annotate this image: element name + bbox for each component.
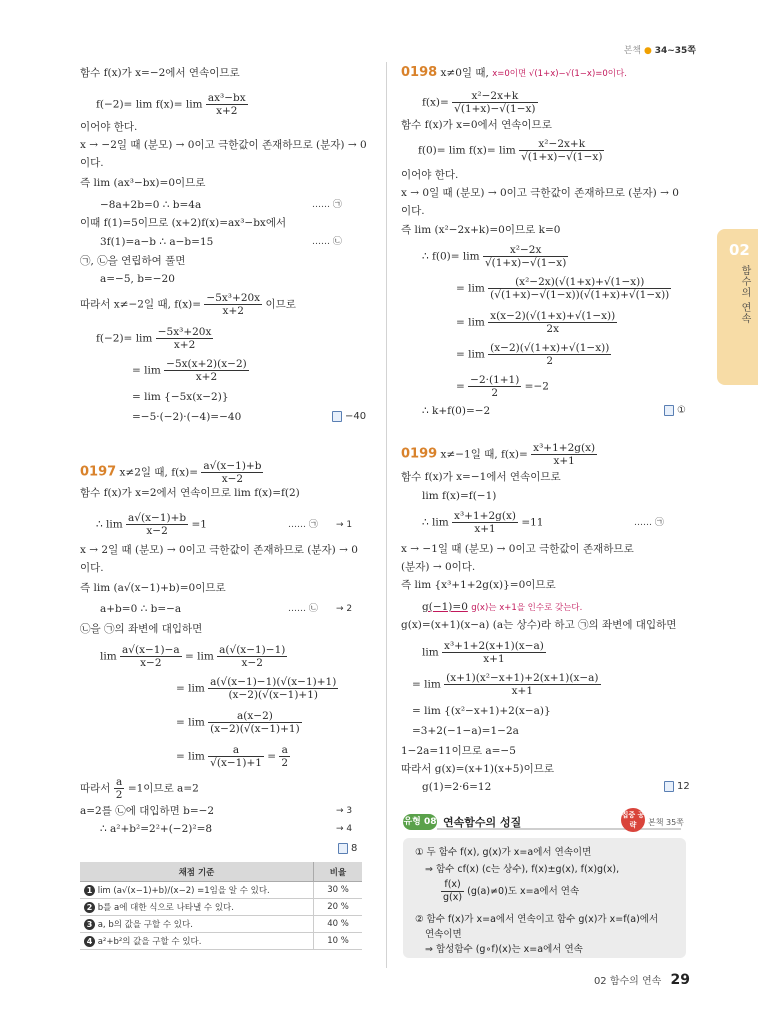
text-line: x → −1일 때 (분모) → 0이고 극한값이 존재하므로 [401, 543, 634, 555]
denominator: x+2 [195, 371, 218, 383]
numerator: a [114, 776, 125, 789]
text-line: 즉 lim (a√(x−1)+b)=0이므로 [80, 582, 226, 594]
concept-line [441, 879, 579, 904]
fraction [488, 310, 617, 335]
text-line: 함수 f(x)가 x=2에서 연속이므로 lim f(x)=f(2) [80, 487, 300, 499]
text-line: a=2를 ㉡에 대입하면 b=−2 [80, 805, 215, 817]
step-marker: → 2 [336, 604, 353, 614]
answer-value: ① [677, 405, 686, 416]
equation-line: ∴ a²+b²=2²+(−2)²=8 [100, 823, 213, 835]
denominator: x+2 [173, 339, 196, 351]
equation-line: −8a+2b=0 ∴ b=4a [100, 199, 202, 211]
fraction [156, 326, 214, 351]
problem-0198-header [401, 66, 627, 81]
equation-line [456, 342, 611, 367]
answer-icon [664, 405, 674, 416]
equation-part: = lim [132, 364, 161, 377]
problem-number: 0197 [80, 464, 117, 480]
equation-part: f(−2)= lim [96, 332, 153, 345]
answer-icon [338, 843, 348, 854]
concept-box [403, 808, 686, 958]
ratio-cell: 30 % [314, 882, 363, 899]
fraction [442, 640, 546, 665]
step-number-icon: 1 [84, 885, 95, 896]
answer [664, 780, 690, 794]
problem-number: 0198 [401, 65, 438, 80]
page-range: 34~35쪽 [654, 46, 696, 56]
fraction [204, 292, 262, 317]
equation-part: ∴ f(0)= lim [422, 250, 480, 263]
step-marker: → 3 [336, 806, 353, 816]
denominator: 2x [546, 323, 559, 335]
criteria-cell [80, 899, 314, 916]
equation-part: ∴ lim [96, 518, 123, 531]
page-footer [594, 972, 690, 988]
grading-table [80, 862, 362, 950]
denominator: x−2 [241, 657, 263, 669]
denominator: x−2 [221, 473, 244, 485]
book-label: 본책 [623, 46, 642, 56]
equation-line [456, 310, 617, 335]
equation-part: = lim [412, 678, 441, 691]
equation-part: =11 [521, 516, 544, 529]
equation-line [422, 510, 544, 535]
grading-header-row [80, 862, 362, 882]
fraction [208, 744, 264, 769]
equation-part: x≠−1일 때, f(x)= [440, 448, 528, 461]
equation-line [80, 776, 199, 801]
numerator: (x²−2x)(√(1+x)+√(1−x)) [488, 276, 671, 289]
answer [332, 410, 366, 424]
numerator: x³+1+2(x+1)(x−a) [444, 640, 544, 652]
equation-part: ∴ lim [422, 516, 449, 529]
numerator: a√(x−1)+b [128, 512, 187, 524]
bullet-icon: ● [643, 46, 652, 56]
equation-part: f(0)= lim f(x)= lim [418, 144, 516, 157]
text-line: g(x)=(x+1)(x−a) (a는 상수)라 하고 ㉠의 좌변에 대입하면 [401, 619, 677, 631]
page-number: 29 [670, 972, 690, 988]
answer [664, 404, 686, 418]
fraction [201, 460, 263, 485]
answer-icon [332, 411, 342, 422]
numerator: −5x(x+2)(x−2) [166, 358, 247, 370]
criteria-text: lim (a√(x−1)+b)/(x−2) =1임을 알 수 있다. [97, 886, 270, 896]
chapter-side-tab [717, 229, 758, 385]
equation-line [176, 710, 302, 735]
equation-line [96, 326, 213, 351]
equation-part: =1 [191, 518, 207, 531]
step-number-icon: 4 [84, 936, 95, 947]
text-line: 함수 f(x)가 x=−2에서 연속이므로 [80, 67, 240, 79]
criteria-cell [80, 916, 314, 933]
denominator: √(x−1)+1 [210, 757, 262, 769]
text-line: x → 2일 때 (분모) → 0이고 극한값이 존재하므로 (분자) → 0 [80, 544, 358, 556]
equation-line [176, 676, 338, 701]
ratio-header: 비율 [314, 862, 363, 882]
equation-part: 따라서 [80, 782, 111, 795]
denominator: x+1 [511, 685, 534, 697]
denominator: √(1+x)−√(1−x) [484, 257, 567, 269]
denominator: x+1 [483, 653, 505, 665]
equation-line: a+b=0 ∴ b=−a [100, 603, 182, 615]
equation-line [418, 138, 604, 163]
equation-line [422, 600, 582, 615]
denominator: (x−2)(√(x−1)+1) [210, 723, 300, 735]
concept-line: ② 함수 f(x)가 x=a에서 연속이고 함수 g(x)가 x=f(a)에서 [415, 914, 659, 925]
column-divider [386, 62, 387, 968]
type-badge: 유형 08 [403, 814, 437, 830]
fraction [208, 676, 338, 701]
text-line: 따라서 g(x)=(x+1)(x+5)이므로 [401, 763, 555, 775]
denominator: √(1+x)−√(1−x) [454, 103, 536, 115]
numerator: x²−2x+k [519, 138, 604, 151]
answer-value: 12 [677, 781, 690, 792]
text-line: (분자) → 0이다. [401, 561, 476, 573]
table-row [80, 933, 362, 950]
equation-part: f(−2)= lim f(x)= lim [96, 98, 203, 111]
margin-note: g(x)는 x+1을 인수로 갖는다. [471, 603, 583, 613]
concept-header [403, 808, 686, 834]
equation-part: f(x)= [422, 96, 449, 109]
problem-0197-header [80, 460, 263, 485]
denominator: 2 [491, 387, 499, 399]
fraction [483, 244, 568, 269]
numerator: (x+1)(x²−x+1)+2(x+1)(x−a) [446, 672, 599, 684]
numerator: a [208, 744, 264, 757]
equation-line [100, 644, 287, 669]
numerator: −5x³+20x [157, 326, 212, 338]
answer-value: 8 [351, 843, 358, 854]
fraction [208, 710, 302, 735]
equation-part: = lim [184, 650, 214, 663]
denominator: 2 [115, 789, 123, 801]
denominator: x+2 [222, 305, 244, 317]
fraction [114, 776, 125, 801]
denominator: x+1 [553, 455, 575, 467]
equation-line [456, 374, 549, 399]
margin-note: x=0이면 √(1+x)−√(1−x)=0이다. [492, 69, 627, 79]
equation-part: lim [422, 646, 439, 659]
criteria-cell [80, 882, 314, 899]
equation-line [132, 358, 249, 383]
numerator: a√(x−1)−a [122, 644, 180, 656]
equation-part: = lim [456, 348, 485, 361]
equation-line [422, 244, 568, 269]
numerator: −5x³+20x [206, 292, 261, 304]
text-line: x → −2일 때 (분모) → 0이고 극한값이 존재하므로 (분자) → 0 [80, 139, 367, 151]
concept-line: ⇒ 합성함수 (g∘f)(x)는 x=a에서 연속 [425, 944, 583, 955]
concept-text: (g(a)≠0)도 x=a에서 연속 [467, 886, 580, 897]
table-row [80, 916, 362, 933]
equation-part: g(−1)=0 [422, 601, 468, 613]
denominator: 2 [281, 757, 289, 769]
page-reference [624, 43, 696, 56]
footer-chapter: 02 함수의 연속 [593, 976, 662, 987]
numerator: a [279, 744, 290, 757]
equation-part: = lim [176, 682, 205, 695]
denominator: x−2 [146, 525, 168, 537]
equation-line [176, 744, 290, 769]
equation-part: = [267, 750, 277, 763]
text-line: 즉 lim {x³+1+2g(x)}=0이므로 [401, 579, 556, 591]
numerator: x³+1+2g(x) [533, 442, 596, 454]
fraction [164, 358, 249, 383]
numerator: x³+1+2g(x) [454, 510, 516, 522]
fraction [441, 879, 464, 904]
equation-part: x≠2일 때, f(x)= [119, 466, 199, 479]
eq-marker: …… ㉠ [288, 520, 318, 530]
criteria-header: 채점 기준 [80, 862, 314, 882]
concept-body [403, 838, 686, 958]
ratio-cell: 40 % [314, 916, 363, 933]
chapter-number: 02 [729, 241, 750, 259]
step-number-icon: 3 [84, 919, 95, 930]
text-line: ㉠, ㉡을 연립하여 풀면 [80, 255, 186, 267]
equation-line: =−5·(−2)·(−4)=−40 [132, 411, 242, 423]
problem-number: 0199 [401, 446, 438, 462]
denominator: x+2 [216, 105, 238, 117]
equation-line: lim f(x)=f(−1) [422, 490, 497, 502]
fraction [444, 672, 600, 697]
numerator: f(x) [441, 879, 464, 892]
fraction [488, 276, 671, 301]
eq-marker: …… ㉡ [288, 604, 318, 614]
fraction [468, 374, 521, 399]
numerator: a(x−2) [208, 710, 302, 723]
denominator: x−2 [140, 657, 162, 669]
ratio-cell: 20 % [314, 899, 363, 916]
equation-part: x≠0일 때, [440, 67, 489, 79]
numerator: a(√(x−1)−1)(√(x−1)+1) [210, 676, 337, 688]
numerator: x(x−2)(√(1+x)+√(1−x)) [490, 310, 616, 322]
fraction [120, 644, 182, 669]
numerator: x²−2x+k [452, 90, 537, 103]
numerator: a√(x−1)+b [203, 460, 262, 472]
fraction [126, 512, 188, 537]
text-line: 이다. [401, 205, 425, 217]
text-line: 이다. [80, 157, 104, 169]
step-marker: → 1 [336, 520, 353, 530]
fraction [531, 442, 597, 467]
text-line: 즉 lim (x²−2x+k)=0이므로 k=0 [401, 224, 561, 236]
equation-line [96, 512, 207, 537]
denominator: (x−2)(√(x−1)+1) [228, 689, 319, 701]
answer-icon [664, 781, 674, 792]
equation-line [412, 672, 601, 697]
fraction [488, 342, 611, 367]
criteria-cell [80, 933, 314, 950]
step-marker: → 4 [336, 824, 353, 834]
equation-line [456, 276, 671, 301]
equation-line: ∴ k+f(0)=−2 [422, 405, 491, 417]
equation-part: =−2 [524, 380, 549, 393]
equation-line [96, 92, 248, 117]
answer [338, 842, 357, 856]
text-line: 즉 lim (ax³−bx)=0이므로 [80, 177, 206, 189]
eq-marker: …… ㉠ [312, 200, 342, 210]
text-line: 이어야 한다. [401, 169, 459, 181]
problem-0199-header [401, 442, 597, 467]
equation-line: =3+2(−1−a)=1−2a [412, 725, 519, 737]
equation-line: 3f(1)=a−b ∴ a−b=15 [100, 236, 214, 248]
equation-line [80, 292, 296, 317]
equation-line: = lim {−5x(x−2)} [132, 391, 229, 403]
numerator: a(√(x−1)−1) [219, 644, 286, 656]
equation-part: = lim [176, 750, 205, 763]
equation-line: a=−5, b=−20 [100, 273, 175, 285]
equation-part: = [456, 380, 465, 393]
numerator: −2·(1+1) [470, 374, 520, 386]
text-line: 함수 f(x)가 x=0에서 연속이므로 [401, 119, 552, 131]
criteria-text: a²+b²의 값을 구할 수 있다. [97, 937, 202, 947]
numerator: x²−2x [483, 244, 568, 257]
concept-line: ① 두 함수 f(x), g(x)가 x=a에서 연속이면 [415, 847, 592, 858]
text-line: 이어야 한다. [80, 121, 138, 133]
equation-line [422, 90, 538, 115]
text-line: 이때 f(1)=5이므로 (x+2)f(x)=ax³−bx에서 [80, 217, 287, 229]
text-line: ㉡을 ㉠의 좌변에 대입하면 [80, 623, 203, 635]
fraction [519, 138, 604, 163]
table-row [80, 882, 362, 899]
chapter-title: 함수의 연속 [739, 265, 750, 325]
equation-part: 따라서 x≠−2일 때, f(x)= [80, 298, 202, 311]
fraction [279, 744, 290, 769]
eq-marker: …… ㉠ [634, 518, 664, 528]
equation-line: = lim {(x²−x+1)+2(x−a)} [412, 705, 551, 717]
concept-page-reference: 본책 35쪽 [648, 818, 684, 827]
equation-part: lim [100, 650, 117, 663]
equation-part: = lim [456, 316, 485, 329]
equation-part: 이므로 [265, 298, 296, 311]
fraction [217, 644, 287, 669]
denominator: x+1 [474, 523, 496, 535]
equation-line: g(1)=2·6=12 [422, 781, 492, 793]
denominator: √(1+x)−√(1−x) [521, 151, 603, 163]
focus-badge: 집중 공략 [621, 808, 645, 832]
table-row [80, 899, 362, 916]
fraction [452, 90, 537, 115]
criteria-text: b를 a에 대한 식으로 나타낼 수 있다. [97, 903, 234, 913]
ratio-cell: 10 % [314, 933, 363, 950]
denominator: 2 [546, 355, 554, 367]
numerator: ax³−bx [207, 92, 246, 104]
text-line: 1−2a=11이므로 a=−5 [401, 745, 516, 757]
fraction [452, 510, 518, 535]
concept-line: ⇒ 함수 cf(x) (c는 상수), f(x)±g(x), f(x)g(x), [425, 864, 620, 875]
equation-part: = lim [176, 716, 205, 729]
fraction [206, 92, 248, 117]
numerator: (x−2)(√(1+x)+√(1−x)) [490, 342, 610, 354]
answer-value: −40 [345, 411, 367, 422]
text-line: 이다. [80, 562, 104, 574]
concept-line: 연속이면 [425, 929, 462, 940]
criteria-text: a, b의 값을 구할 수 있다. [97, 920, 193, 930]
equation-line [422, 640, 546, 665]
equation-part: = lim [456, 282, 485, 295]
concept-title: 연속함수의 성질 [443, 816, 522, 829]
text-line: x → 0일 때 (분모) → 0이고 극한값이 존재하므로 (분자) → 0 [401, 187, 679, 199]
text-line: 함수 f(x)가 x=−1에서 연속이므로 [401, 471, 561, 483]
equation-part: =1이므로 a=2 [127, 782, 199, 795]
denominator: (√(1+x)−√(1−x))(√(1+x)+√(1−x)) [490, 289, 670, 301]
eq-marker: …… ㉡ [312, 237, 342, 247]
denominator: g(x) [443, 892, 463, 903]
step-number-icon: 2 [84, 902, 95, 913]
